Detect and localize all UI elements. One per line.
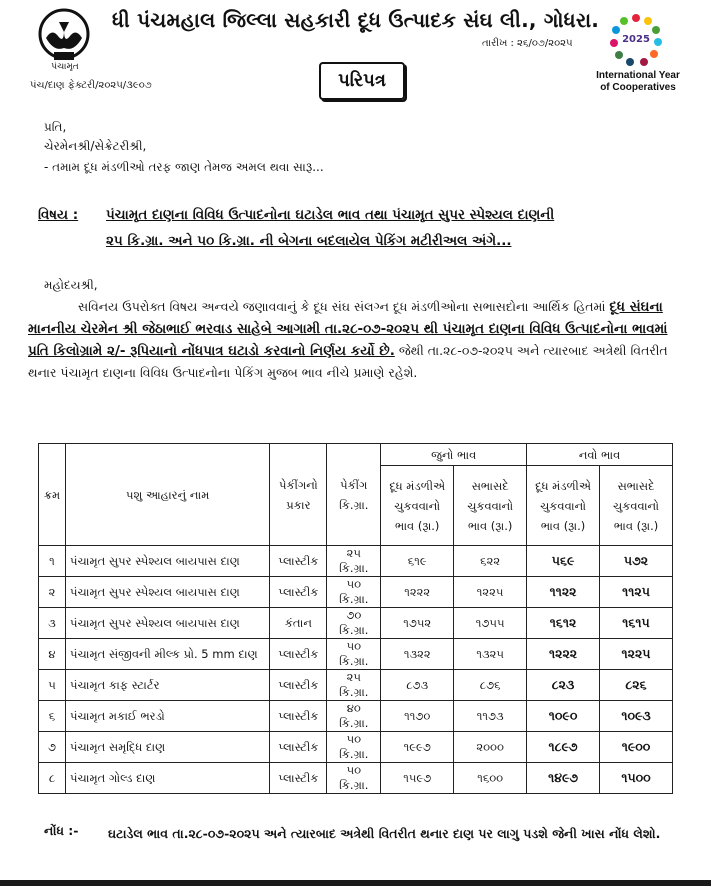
table-row: ૭ પંચામૃત સમૃદ્ધિ દાણ પ્લાસ્ટીક ૫૦ કિ.ગ્રા. ૧૯૯૭ ૨૦૦૦ ૧૮૯૭ ૧૯૦૦: [39, 732, 673, 763]
header-packing-type: પેકીંગનો પ્રકાર: [270, 444, 327, 546]
logo-caption: પંચામૃત: [51, 62, 79, 72]
body-paragraph-start: સવિનય ઉપરોક્ત વિષય અન્વયે જણાવવાનું કે દૂધ સંઘ સંલગ્ન દૂધ મંડળીઓના સભાસદોના આર્થિક હિતમાં: [78, 299, 606, 314]
note-text: ઘટાડેલ ભાવ તા.૨૮-૦૭-૨૦૨૫ અને ત્યારબાદ અત્રેથી વિતરીત થનાર દાણ પર લાગુ પડશે જેની ખાસ નોંધ લેશો.: [108, 826, 661, 841]
price-table: [38, 443, 673, 794]
document-type-badge: પરિપત્ર: [319, 62, 405, 100]
subject-label: વિષય :: [38, 207, 79, 223]
header-packing-kg: પેકીંગ કિ.ગ્રા.: [327, 444, 381, 546]
body-paragraph: [28, 296, 683, 384]
header-new-member-price: સભાસદે ચુકવવાનો ભાવ (રૂા.): [600, 466, 673, 546]
header-old-member-price: સભાસદે ચુકવવાનો ભાવ (રૂા.): [454, 466, 527, 546]
table-row: ૮ પંચામૃત ગોલ્ડ દાણ પ્લાસ્ટીક ૫૦ કિ.ગ્રા. ૧૫૯૭ ૧૬૦૦ ૧૪૯૭ ૧૫૦૦: [39, 763, 673, 794]
iyc-year: 2025: [622, 34, 650, 45]
header-new-price: નવો ભાવ: [527, 444, 673, 466]
subject-line-1: પંચામૃત દાણના વિવિધ ઉત્પાદનોના ઘટાડેલ ભાવ તથા પંચામૃત સુપર સ્પેશ્યલ દાણની: [106, 207, 555, 223]
table-row: ૧ પંચામૃત સુપર સ્પેશ્યલ બાયપાસ દાણ પ્લાસ્ટીક ૨૫ કિ.ગ્રા. ૬૧૯ ૬૨૨ ૫૬૯ ૫૭૨: [39, 546, 673, 577]
addressee-line-3: - તમામ દૂધ મંડળીઓ તરફ જાણ તેમજ અમલ થવા સારૂ...: [44, 160, 324, 174]
body-paragraph-end: જેથી તા.૨૮-૦૭-૨૦૨૫ અને ત્યારબાદ અત્રેથી વિતરીત થનાર પંચામૃત દાણના વિવિધ ઉત્પાદનોના પેકિંગ મુજબ ભાવ નીચે પ્રમાણે રહેશે.: [28, 343, 668, 380]
circular-date: તારીખ : ૨૬/૦૭/૨૦૨૫: [482, 38, 573, 49]
note-label: નોંધ :-: [44, 823, 79, 838]
header-serial: ક્રમ: [39, 444, 66, 546]
table-row: ૪ પંચામૃત સંજીવની મીલ્ક પ્રો. 5 mm દાણ પ્લાસ્ટીક ૫૦ કિ.ગ્રા. ૧૩૨૨ ૧૩૨૫ ૧૨૨૨ ૧૨૨૫: [39, 639, 673, 670]
table-row: ૫ પંચામૃત કાફ સ્ટાર્ટર પ્લાસ્ટીક ૨૫ કિ.ગ્રા. ૮૭૩ ૮૭૬ ૮૨૩ ૮૨૬: [39, 670, 673, 701]
panchamrut-logo-icon: [34, 8, 94, 64]
header-feed-name: પશુ આહારનું નામ: [65, 444, 269, 546]
table-row: ૩ પંચામૃત સુપર સ્પેશ્યલ બાયપાસ દાણ કંતાન ૭૦ કિ.ગ્રા. ૧૭૫૨ ૧૭૫૫ ૧૬૧૨ ૧૬૧૫: [39, 608, 673, 639]
bottom-edge-strip: [0, 880, 711, 886]
body-paragraph-highlight: દૂધ સંઘના માનનીય ચેરમેન શ્રી જેઠાભાઈ ભરવાડ સાહેબે આગામી તા.૨૮-૦૭-૨૦૨૫ થી પંચામૃત દાણના વિવિધ ઉત્પાદનોના ભાવમાં પ્રતિ કિલોગ્રામે ૨/- રૂપિયાનો નોંધપાત્ર ઘટાડો કરવાનો નિર્ણય કર્યો છે.: [28, 299, 668, 359]
subject-line-2: ૨૫ કિ.ગ્રા. અને ૫૦ કિ.ગ્રા. ની બેગના બદલાયેલ પેકિંગ મટીરીઅલ અંગે...: [106, 233, 512, 249]
addressee-line-1: પ્રતિ,: [44, 120, 67, 134]
iyc-caption: International Year of Cooperatives: [596, 70, 680, 93]
header-old-price: જુનો ભાવ: [381, 444, 527, 466]
table-row: ૨ પંચામૃત સુપર સ્પેશ્યલ બાયપાસ દાણ પ્લાસ્ટીક ૫૦ કિ.ગ્રા. ૧૨૨૨ ૧૨૨૫ ૧૧૨૨ ૧૧૨૫: [39, 577, 673, 608]
table-row: ૬ પંચામૃત મકાઈ ભરડો પ્લાસ્ટીક ૪૦ કિ.ગ્રા. ૧૧૭૦ ૧૧૭૩ ૧૦૯૦ ૧૦૯૩: [39, 701, 673, 732]
organization-title: ધી પંચમહાલ જિલ્લા સહકારી દૂધ ઉત્પાદક સંઘ લી., ગોધરા.: [112, 8, 600, 32]
salutation: મહોદયશ્રી,: [44, 278, 98, 292]
header-new-dairy-price: દૂધ મંડળીએ ચુકવવાનો ભાવ (રૂા.): [527, 466, 600, 546]
addressee-line-2: ચેરમેનશ્રી/સેક્રેટરીશ્રી,: [44, 139, 147, 153]
header-old-dairy-price: દૂધ મંડળીએ ચુકવવાનો ભાવ (રૂા.): [381, 466, 454, 546]
reference-number: પંચ/દાણ ફેક્ટરી/૨૦૨૫/૩૯૦૭: [30, 80, 152, 91]
